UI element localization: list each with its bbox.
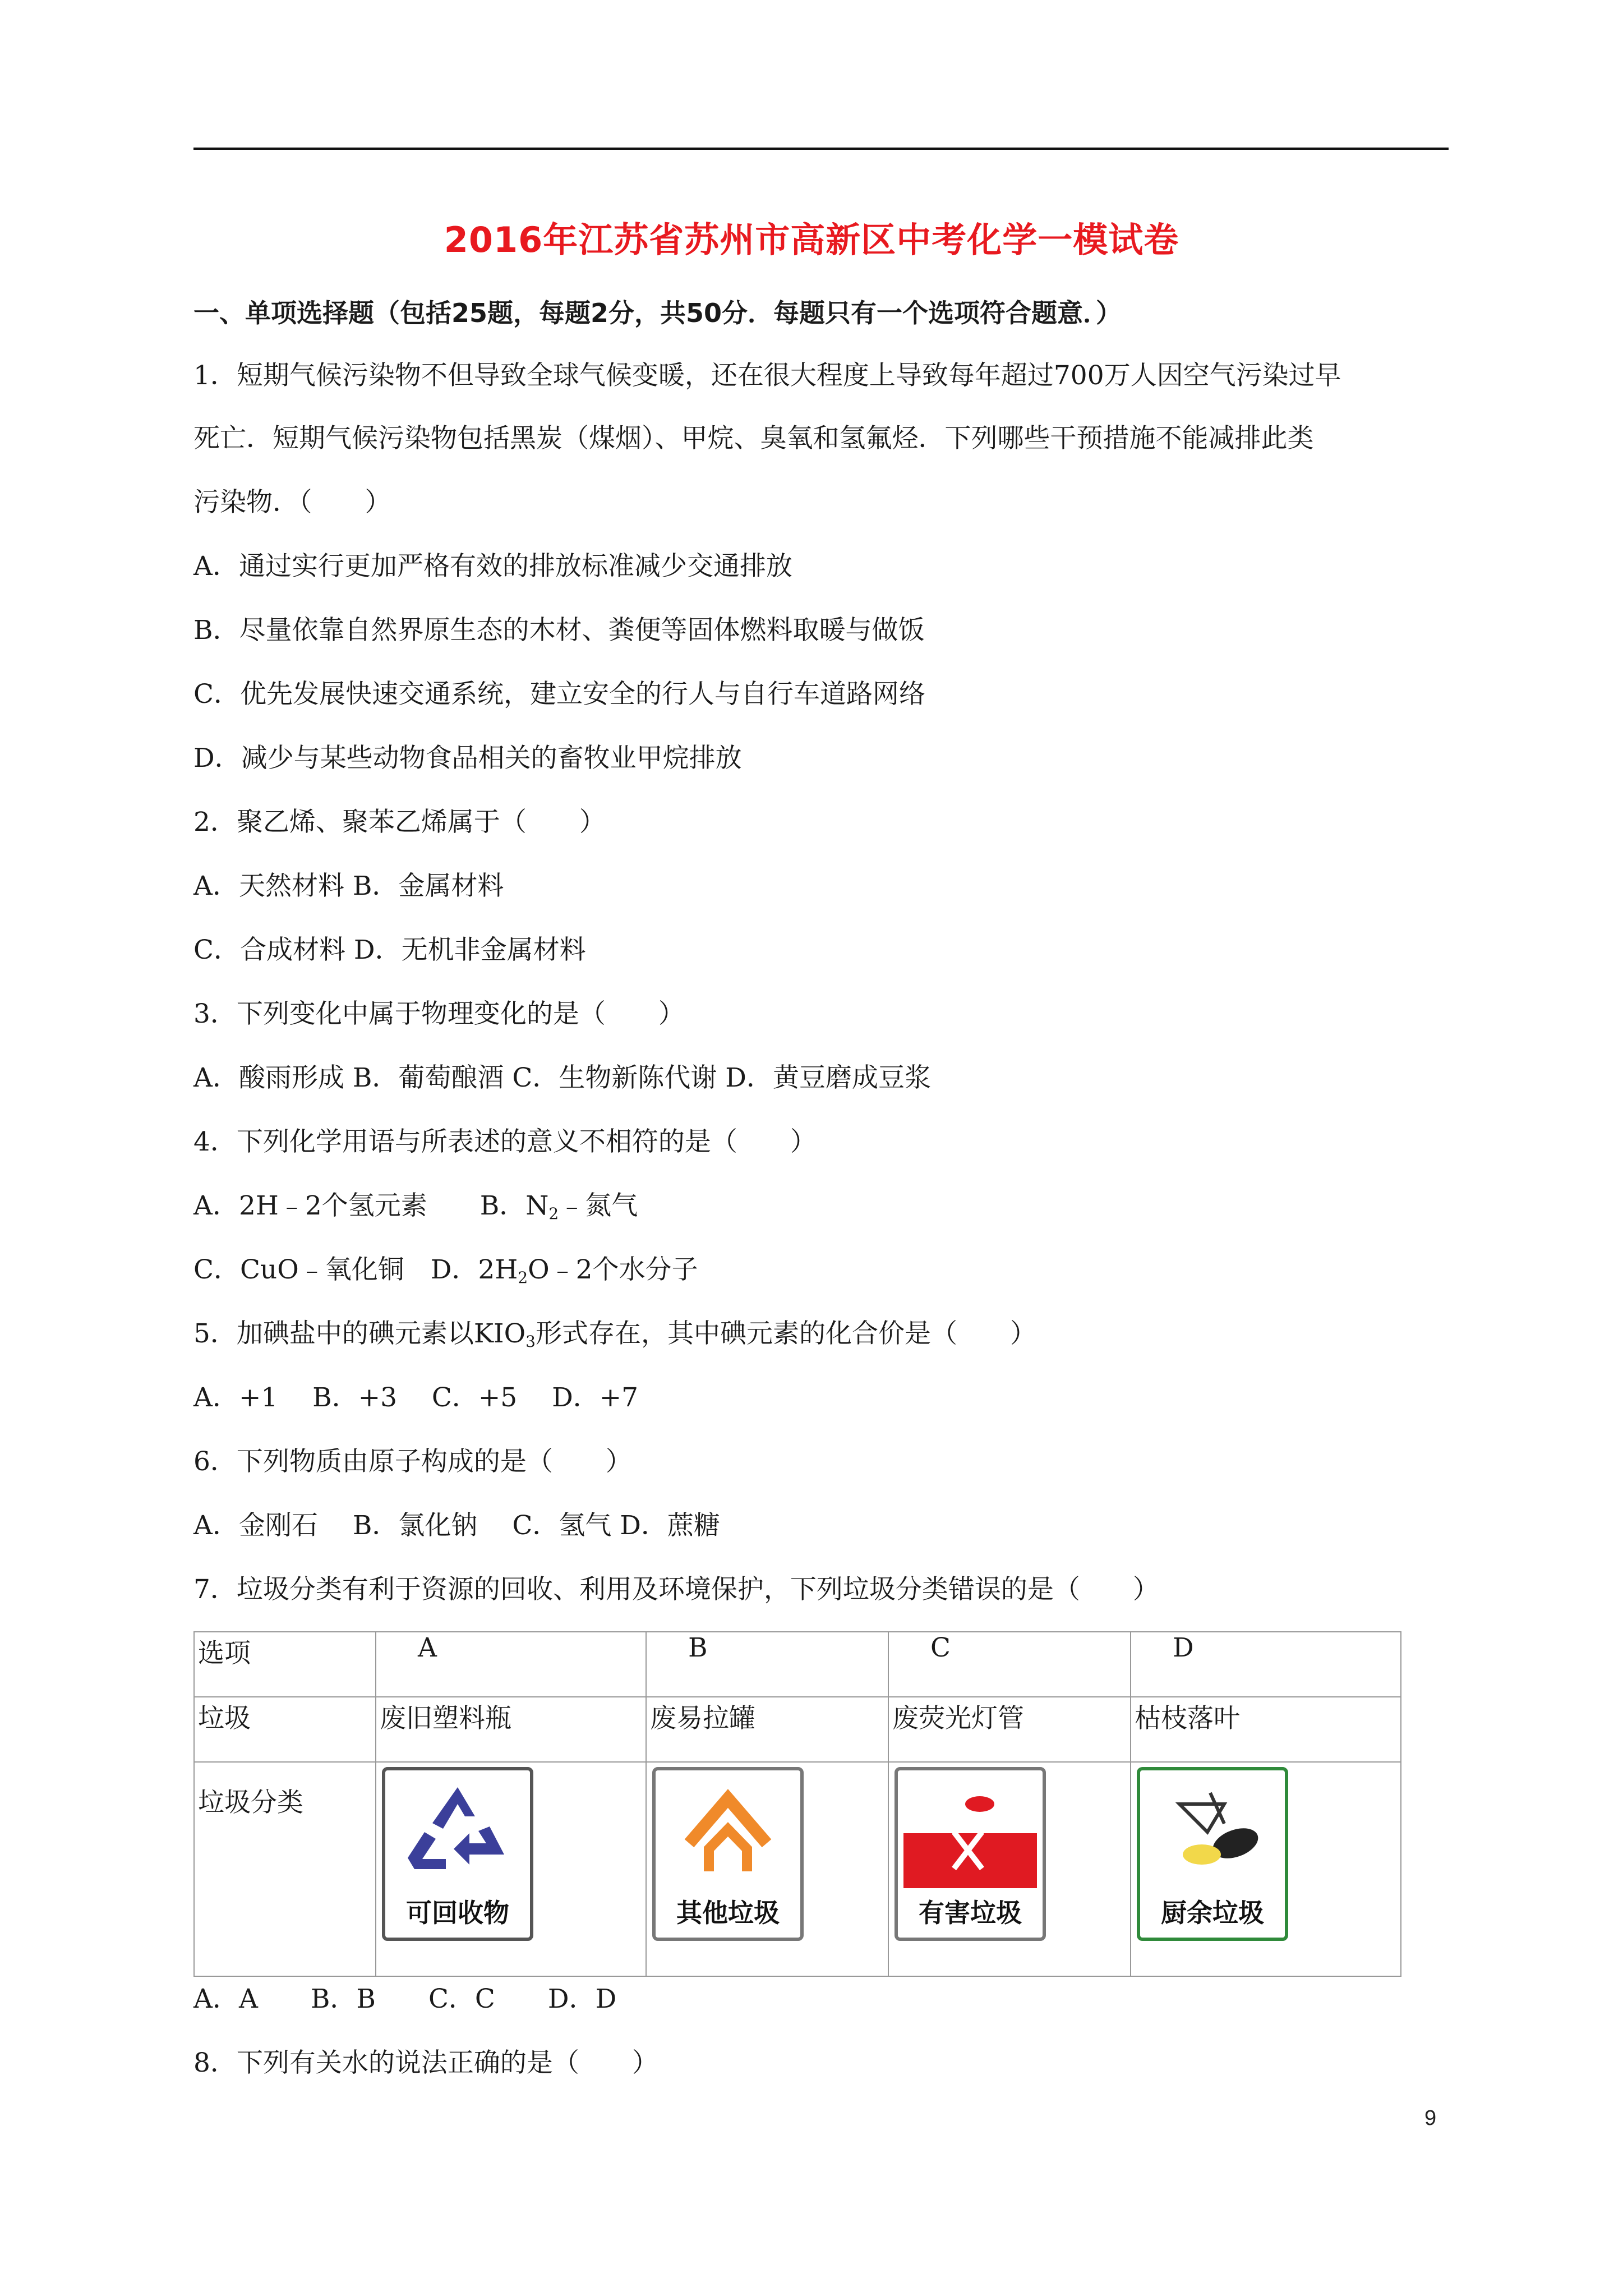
q4-option-a: A．2H﹣2个氢元素 [193,1190,427,1221]
q1-option-d: D．减少与某些动物食品相关的畜牧业甲烷排放 [193,743,742,774]
q2-options-line2: C．合成材料 D．无机非金属材料 [193,935,586,965]
table-cell: B [646,1632,888,1697]
table-cell: A [376,1632,646,1697]
table-cell: 废旧塑料瓶 [376,1697,646,1762]
hazardous-icon [898,1770,1043,1888]
recycle-icon [385,1770,530,1888]
table-cell [376,1762,646,1976]
q4-options-line1 [193,1189,638,1223]
q1-option-c: C．优先发展快速交通系统，建立安全的行人与自行车道路网络 [193,679,925,710]
header-rule [193,148,1449,150]
table-cell: 选项 [194,1632,376,1697]
classification-label: 垃圾分类 [198,1787,303,1818]
table-cell [194,1762,376,1976]
page-number: 9 [1424,2106,1437,2130]
exam-title: 2016年江苏省苏州市高新区中考化学一模试卷 [444,219,1179,260]
table-cell: 垃圾 [194,1697,376,1762]
q4-stem: 4．下列化学用语与所表述的意义不相符的是（ ） [193,1126,817,1157]
q6-options: A．金刚石 B．氯化钠 C．氢气 D．蔗糖 [193,1510,720,1541]
table-cell: C [888,1632,1131,1697]
q6-stem: 6．下列物质由原子构成的是（ ） [193,1446,632,1477]
q1-option-a: A．通过实行更加严格有效的排放标准减少交通排放 [193,551,792,582]
kitchen-waste-icon [1140,1770,1285,1888]
q1-stem-line1: 1．短期气候污染物不但导致全球气候变暖，还在很大程度上导致每年超过700万人因空气污染过早 [193,360,1341,391]
q4-option-d: D．$2H_2O﹣2$个水分子 [430,1254,698,1287]
q3-options: A．酸雨形成 B．葡萄酿酒 C．生物新陈代谢 D．黄豆磨成豆浆 [193,1062,931,1093]
table-row [194,1697,1401,1762]
q4-option-b: B．$N_2﹣$氮气 [479,1190,638,1223]
q4-options-line2 [193,1253,698,1287]
table-cell: 废荧光灯管 [888,1697,1131,1762]
kitchen-waste-sign [1137,1767,1288,1941]
q2-options-line1: A．天然材料 B．金属材料 [193,871,504,901]
table-cell [888,1762,1131,1976]
sign-label: 可回收物 [406,1898,509,1928]
table-row [194,1632,1401,1697]
table-row [194,1762,1401,1976]
table-cell [646,1762,888,1976]
table-cell: D [1131,1632,1401,1697]
other-waste-sign [652,1767,804,1941]
other-waste-icon [656,1770,800,1888]
q8-stem: 8．下列有关水的说法正确的是（ ） [193,2047,658,2078]
hazardous-sign [895,1767,1046,1941]
q1-stem-line2: 死亡．短期气候污染物包括黑炭（煤烟）、甲烷、臭氧和氢氟烃．下列哪些干预措施不能减排此类 [193,423,1314,454]
section-heading: 一、单项选择题（包括25题，每题2分，共50分．每题只有一个选项符合题意．） [193,298,1122,328]
table-cell [1131,1762,1401,1976]
q7-classification-table [193,1631,1401,1977]
q2-stem: 2．聚乙烯、聚苯乙烯属于（ ） [193,807,606,838]
q1-stem-line3: 污染物．（ ） [193,487,391,518]
sign-label: 有害垃圾 [919,1898,1022,1928]
q7-stem: 7．垃圾分类有利于资源的回收、利用及环境保护，下列垃圾分类错误的是（ ） [193,1574,1159,1605]
sign-label: 厨余垃圾 [1161,1898,1264,1928]
q5-stem: 5．加碘盐中的碘元素以$KIO_3$形式存在，其中碘元素的化合价是（ ） [193,1318,1036,1351]
sign-label: 其他垃圾 [676,1898,780,1928]
q4-option-c: C．CuO﹣氧化铜 [193,1254,404,1285]
q5-options: A．+1 B．+3 C．+5 D．+7 [193,1382,639,1413]
table-cell: 枯枝落叶 [1131,1697,1401,1762]
q7-options: A．A B．B C．C D．D [193,1984,617,2014]
q3-stem: 3．下列变化中属于物理变化的是（ ） [193,999,685,1029]
recyclable-sign [382,1767,533,1941]
table-cell: 废易拉罐 [646,1697,888,1762]
q1-option-b: B．尽量依靠自然界原生态的木材、粪便等固体燃料取暖与做饭 [193,615,925,646]
